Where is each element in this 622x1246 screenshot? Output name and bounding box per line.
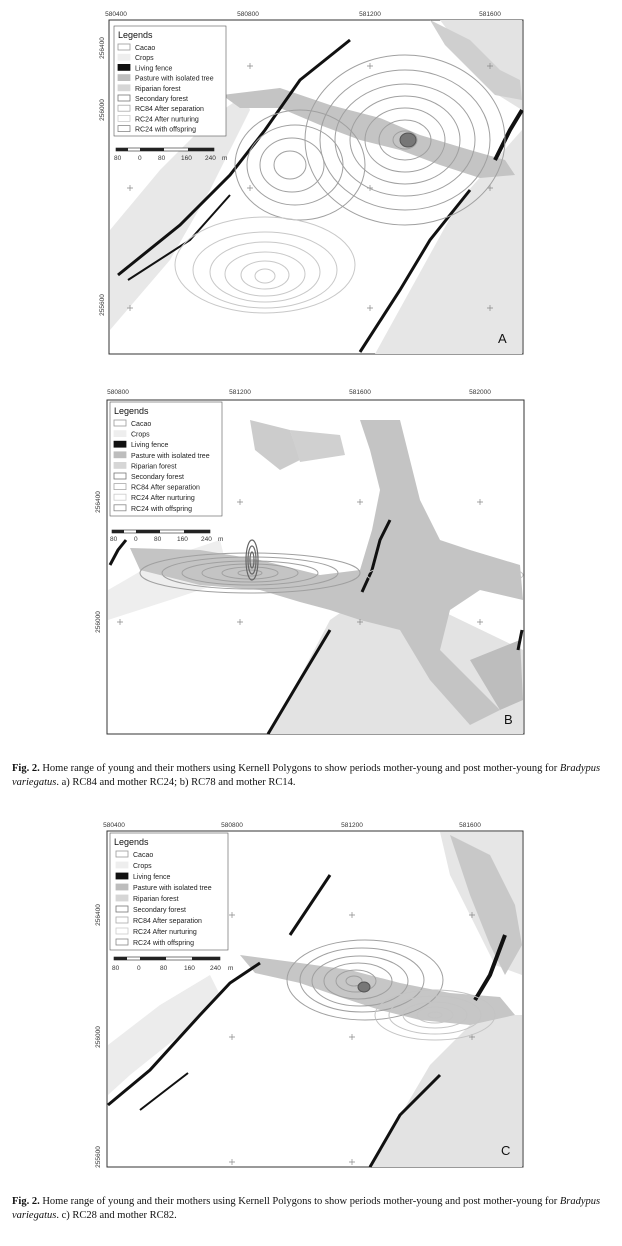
svg-text:80: 80 <box>110 536 118 543</box>
legend-swatch <box>114 431 126 437</box>
x-tick-label: 581200 <box>359 11 381 18</box>
svg-text:240: 240 <box>201 536 212 543</box>
legend-label: RC24 with offspring <box>131 505 192 513</box>
legend-swatch <box>118 115 130 121</box>
panel-letter: B <box>504 712 513 727</box>
legend-swatch <box>116 917 128 923</box>
legend-swatch <box>116 873 128 879</box>
y-tick-label: 256400 <box>95 491 102 513</box>
svg-text:80: 80 <box>154 536 162 543</box>
young-core-area <box>358 982 370 992</box>
legend-swatch <box>114 462 126 468</box>
legend-swatch <box>116 928 128 934</box>
y-tick-label: 255600 <box>95 1146 102 1168</box>
map-c-svg <box>0 815 622 1175</box>
map-panel-b <box>0 380 622 740</box>
caption-species: Bradypus variegatus <box>12 1196 601 1221</box>
x-tick-label: 581600 <box>459 822 481 829</box>
x-tick-label: 581600 <box>479 11 501 18</box>
svg-text:0: 0 <box>134 536 138 543</box>
scale-bar <box>116 148 214 151</box>
x-tick-label: 580400 <box>105 11 127 18</box>
legend-label: RC84 After separation <box>135 106 204 114</box>
caption-text: Home range of young and their mothers using Kernell Polygons to show periods mother-young and post mother-young for <box>39 1196 560 1207</box>
x-tick-label: 580800 <box>221 822 243 829</box>
legend-label: Crops <box>135 55 154 63</box>
caption-end: . c) RC28 and mother RC82. <box>56 1210 177 1221</box>
panel-letter: C <box>501 1143 511 1158</box>
svg-text:0: 0 <box>138 155 142 162</box>
caption-text: Home range of young and their mothers using Kernell Polygons to show periods mother-young and post mother-young for <box>39 763 560 774</box>
map-panel-c <box>0 815 622 1175</box>
figure-caption <box>12 762 612 790</box>
svg-text:80: 80 <box>114 155 122 162</box>
legend-label: Secondary forest <box>135 96 188 103</box>
svg-text:0: 0 <box>137 965 141 972</box>
x-tick-label: 581600 <box>349 389 371 396</box>
x-tick-label: 580400 <box>103 822 125 829</box>
legend-swatch <box>118 85 130 91</box>
map-panel-a <box>0 0 622 360</box>
legend-label: RC84 After separation <box>133 918 202 925</box>
y-tick-label: 255600 <box>99 294 106 316</box>
legend-label: Riparian forest <box>135 85 181 93</box>
legend-label: Riparian forest <box>131 463 177 471</box>
legend-swatch <box>114 452 126 458</box>
legend-swatch <box>114 484 126 490</box>
legend-swatch <box>116 862 128 868</box>
svg-text:160: 160 <box>184 965 195 972</box>
legend-swatch <box>118 44 130 50</box>
legend-swatch <box>118 64 130 70</box>
svg-text:160: 160 <box>181 155 192 162</box>
svg-text:m: m <box>228 965 234 972</box>
y-tick-label: 256400 <box>99 37 106 59</box>
legend-label: RC24 After nurturing <box>135 116 199 124</box>
legend-swatch <box>116 895 128 901</box>
legend-title: Legends <box>118 30 153 40</box>
x-tick-label: 582000 <box>469 389 491 396</box>
legend-label: Crops <box>133 863 152 870</box>
legend-swatch <box>114 505 126 511</box>
x-tick-label: 581200 <box>229 389 251 396</box>
scale-bar <box>112 530 210 533</box>
legend-label: Pasture with isolated tree <box>131 452 210 460</box>
svg-text:80: 80 <box>112 965 120 972</box>
legend-swatch <box>118 95 130 101</box>
scale-bar <box>114 957 220 960</box>
legend-label: RC84 After separation <box>131 484 200 492</box>
legend-label: RC24 with offspring <box>135 126 196 134</box>
legend-swatch <box>116 906 128 912</box>
legend-swatch <box>118 126 130 132</box>
legend-label: Cacao <box>133 852 154 859</box>
panel-letter: A <box>498 331 507 346</box>
legend-label: Riparian forest <box>133 896 179 903</box>
legend-label: RC24 After nurturing <box>131 495 195 503</box>
legend-label: Crops <box>131 431 150 439</box>
x-tick-label: 580800 <box>107 389 129 396</box>
svg-text:80: 80 <box>158 155 166 162</box>
y-tick-label: 256000 <box>99 99 106 121</box>
caption-end: . a) RC84 and mother RC24; b) RC78 and mother RC14. <box>56 777 296 788</box>
x-tick-label: 580800 <box>237 11 259 18</box>
y-tick-label: 256000 <box>95 611 102 633</box>
legend-label: Living fence <box>131 442 169 450</box>
legend-label: Secondary forest <box>133 907 186 914</box>
svg-text:m: m <box>222 155 228 162</box>
legend-label: Living fence <box>135 65 173 73</box>
caption-species: Bradypus variegatus <box>12 763 601 788</box>
legend-label: Cacao <box>131 421 152 428</box>
figure-caption <box>12 1195 612 1223</box>
svg-text:160: 160 <box>177 536 188 543</box>
legend-swatch <box>114 420 126 426</box>
y-tick-label: 256000 <box>95 1026 102 1048</box>
y-tick-label: 256400 <box>95 904 102 926</box>
legend-swatch <box>116 851 128 857</box>
caption-fig-label: Fig. 2. <box>12 763 40 774</box>
legend-swatch <box>114 441 126 447</box>
legend-swatch <box>116 939 128 945</box>
legend-swatch <box>118 75 130 81</box>
legend-title: Legends <box>114 406 149 416</box>
legend-swatch <box>118 105 130 111</box>
young-core-area <box>400 133 416 147</box>
svg-text:240: 240 <box>205 155 216 162</box>
svg-text:80: 80 <box>160 965 168 972</box>
legend-swatch <box>114 494 126 500</box>
svg-text:240: 240 <box>210 965 221 972</box>
legend-label: RC24 After nurturing <box>133 929 197 936</box>
legend-label: Pasture with isolated tree <box>133 885 212 892</box>
legend-label: Pasture with isolated tree <box>135 75 214 83</box>
legend-swatch <box>114 473 126 479</box>
legend-label: Cacao <box>135 45 156 52</box>
legend-swatch <box>118 54 130 60</box>
caption-fig-label: Fig. 2. <box>12 1196 40 1207</box>
legend-label: Living fence <box>133 874 171 881</box>
map-b-svg <box>0 380 622 740</box>
legend-title: Legends <box>114 837 149 847</box>
legend-label: Secondary forest <box>131 474 184 481</box>
svg-text:m: m <box>218 536 224 543</box>
legend-swatch <box>116 884 128 890</box>
x-tick-label: 581200 <box>341 822 363 829</box>
map-a-svg <box>0 0 622 360</box>
legend-label: RC24 with offspring <box>133 940 194 947</box>
